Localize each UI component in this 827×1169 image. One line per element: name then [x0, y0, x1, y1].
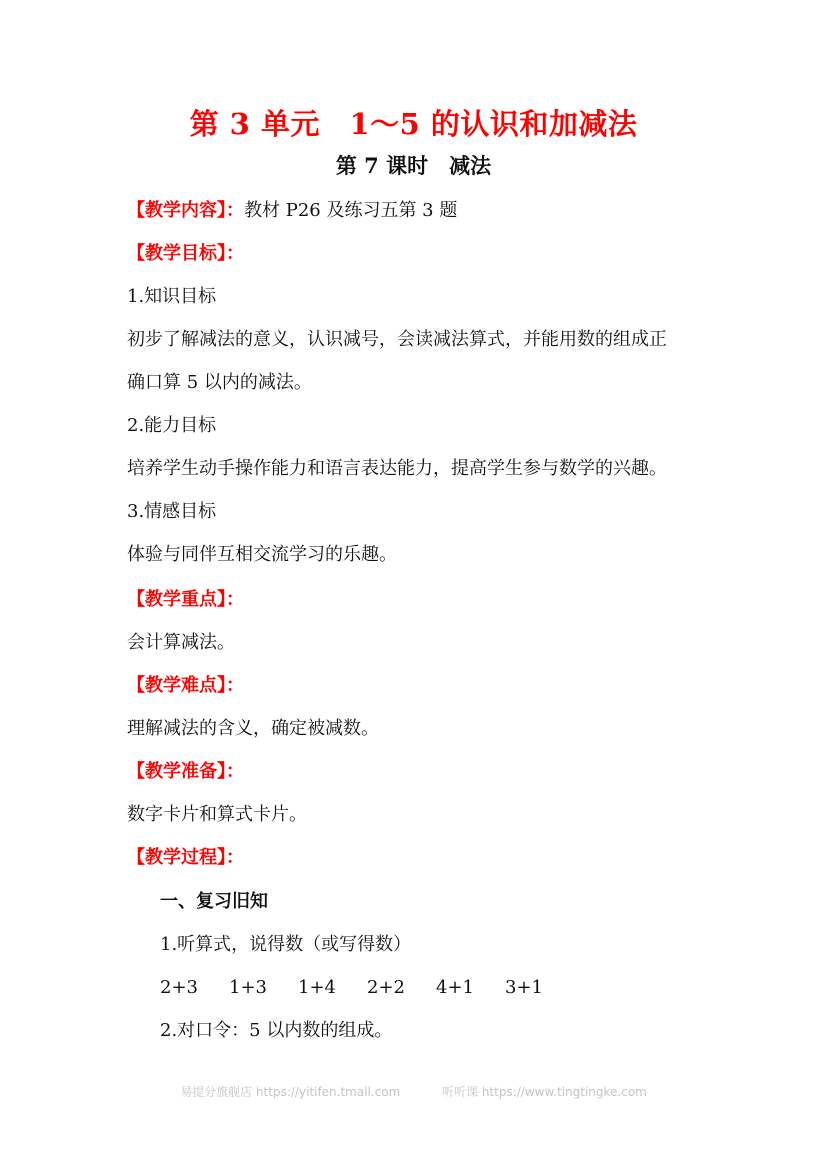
content-line	[127, 197, 457, 225]
difficulty-heading: 【教学难点】：	[127, 675, 244, 696]
ability-goal-text: 培养学生动手操作能力和语言表达能力，提高学生参与数学的兴趣。	[127, 458, 667, 479]
expression: 1+3	[229, 977, 267, 998]
process-item-2: 2.对口令：5 以内数的组成。	[160, 1020, 393, 1041]
goals-heading: 【教学目标】：	[127, 243, 244, 264]
section-review-title: 一、复习旧知	[160, 891, 268, 912]
knowledge-goal-line2: 确口算 5 以内的减法。	[127, 372, 312, 393]
unit-title: 第 3 单元 1～5 的认识和加减法	[189, 107, 638, 141]
footer-right-name: 听听课	[441, 1085, 478, 1099]
knowledge-goal-line1: 初步了解减法的意义，认识减号，会读减法算式，并能用数的组成正	[127, 329, 667, 350]
footer-watermark	[0, 1083, 827, 1100]
expression: 3+1	[505, 977, 543, 998]
process-item-1: 1.听算式，说得数（或写得数）	[160, 934, 412, 955]
preparation-heading: 【教学准备】：	[127, 761, 244, 782]
emotion-goal-text: 体验与同伴互相交流学习的乐趣。	[127, 544, 397, 565]
ability-goal-title: 2.能力目标	[127, 415, 217, 436]
difficulty-text: 理解减法的含义，确定被减数。	[127, 718, 379, 739]
knowledge-goal-title: 1.知识目标	[127, 286, 217, 307]
footer-right-url: https://www.tingtingke.com	[481, 1085, 647, 1099]
preparation-text: 数字卡片和算式卡片。	[127, 804, 307, 825]
process-heading: 【教学过程】：	[127, 847, 244, 868]
content-text: 教材 P26 及练习五第 3 题	[244, 200, 458, 221]
expression: 1+4	[298, 977, 336, 998]
footer-left-url: https://yitifen.tmall.com	[255, 1085, 401, 1099]
key-point-text: 会计算减法。	[127, 632, 235, 653]
expression-row	[160, 974, 574, 1002]
expression: 2+3	[160, 977, 198, 998]
footer-left-name: 易提分旗舰店	[180, 1085, 253, 1099]
expression: 4+1	[436, 977, 474, 998]
lesson-subtitle: 第 7 课时 减法	[335, 153, 492, 178]
content-heading: 【教学内容】：	[127, 200, 244, 221]
expression: 2+2	[367, 977, 405, 998]
emotion-goal-title: 3.情感目标	[127, 501, 217, 522]
key-point-heading: 【教学重点】：	[127, 589, 244, 610]
